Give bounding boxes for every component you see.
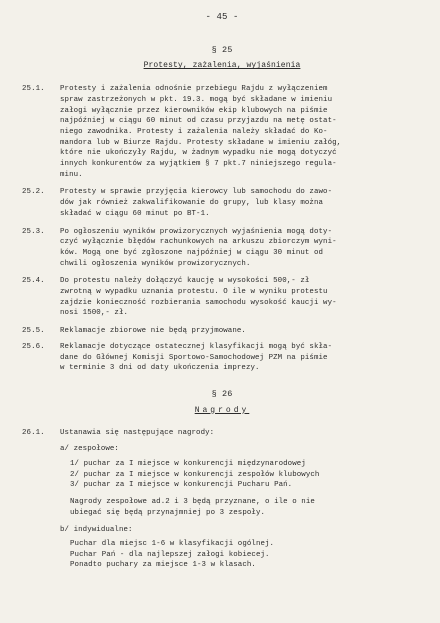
- paragraph-text: Protesty w sprawie przyjęcia kierowcy lub samochodu do zawo- dów jak również zakwalifikowanie do grupy, lub klasy można składać w ciągu 60 minut po BT-1.: [60, 188, 333, 218]
- awards-individual-list: Puchar dla miejsc 1-6 w klasyfikacji ogólnej. Puchar Pań - dla najlepszej załogi kobiecej. Ponadto puchary za miejsce 1-3 w klasach.: [70, 540, 275, 570]
- paragraph-number: 25.4.: [22, 277, 45, 286]
- paragraph-number: 25.1.: [22, 85, 45, 94]
- paragraph-number: 26.1.: [22, 429, 45, 438]
- awards-team-heading: a/ zespołowe:: [60, 445, 119, 454]
- paragraph-number: 25.3.: [22, 227, 45, 236]
- paragraph-25-3: [22, 227, 422, 270]
- section-26-title: Nagrody: [194, 405, 250, 415]
- section-26-number: § 26: [211, 388, 233, 399]
- awards-team-note: Nagrody zespołowe ad.2 i 3 będą przyznane, o ile o nie ubiegać się będą przynajmniej po 3 zespoły.: [70, 497, 315, 517]
- section-25-title: Protesty, zażalenia, wyjaśnienia: [143, 61, 301, 71]
- awards-individual-heading: b/ indywidualne:: [60, 526, 133, 535]
- awards-team-list: 1/ puchar za I miejsce w konkurencji międzynarodowej 2/ puchar za I miejsce w konkurencji zespołów klubowych 3/ puchar za I miejsce w konkurencji Pucharu Pań.: [70, 459, 320, 490]
- paragraph-text: Ustanawia się następujące nagrody:: [60, 429, 215, 438]
- paragraph-25-5: [22, 326, 422, 337]
- paragraph-text: Do protestu należy dołączyć kaucję w wysokości 500,- zł zwrotną w wypadku uznania protestu. O ile w wyniku protestu zajdzie konieczność rozbierania samochodu wysokość kaucji wy- nosi 1500,- zł.: [60, 277, 337, 318]
- paragraph-text: Protesty i zażalenia odnośnie przebiegu Rajdu z wyłączeniem spraw zastrzeżonych w pkt. 19.3. mogą być składane w imieniu załogi wyłącznie przez kierowników ekip klubowych na piśmie najpóźniej w ciągu 60 minut od czasu przyjazdu na metę ostat- niego zawodnika. Protesty i zażalenia należy składać do Ko- mandora lub w Biurze Rajdu. Protesty składane w imieniu załóg, które nie ukończyły Rajdu, w żadnym wypadku nie mogą dotyczyć innych konkurentów za wyjątkiem § 7 pkt.7 niniejszego regula- minu.: [60, 85, 342, 179]
- paragraph-26-1: [22, 428, 422, 439]
- paragraph-text: Reklamacje zbiorowe nie będą przyjmowane.: [60, 327, 246, 336]
- paragraph-number: 25.6.: [22, 342, 45, 351]
- paragraph-25-6: [22, 342, 422, 374]
- paragraph-text: Po ogłoszeniu wyników prowizorycznych wyjaśnienia mogą doty- czyć wyłącznie błędów rachunkowych na arkuszu zbiorczym wyni- ków. Mogą one być zgłoszone najpóźniej w ciągu 30 minut od chwili ogłoszenia wyników prowizorycznych.: [60, 227, 337, 268]
- paragraph-number: 25.2.: [22, 188, 45, 197]
- paragraph-text: Reklamacje dotyczące ostatecznej klasyfikacji mogą być skła- dane do Głównej Komisji Sportowo-Samochodowej PZM na piśmie w terminie 3 dni od daty ukończenia imprezy.: [60, 342, 333, 373]
- section-25-number: § 25: [211, 44, 233, 55]
- paragraph-25-1: [22, 84, 422, 180]
- page-number: - 45 -: [205, 12, 239, 22]
- paragraph-number: 25.5.: [22, 327, 45, 336]
- paragraph-25-2: [22, 187, 422, 219]
- paragraph-25-4: [22, 276, 422, 319]
